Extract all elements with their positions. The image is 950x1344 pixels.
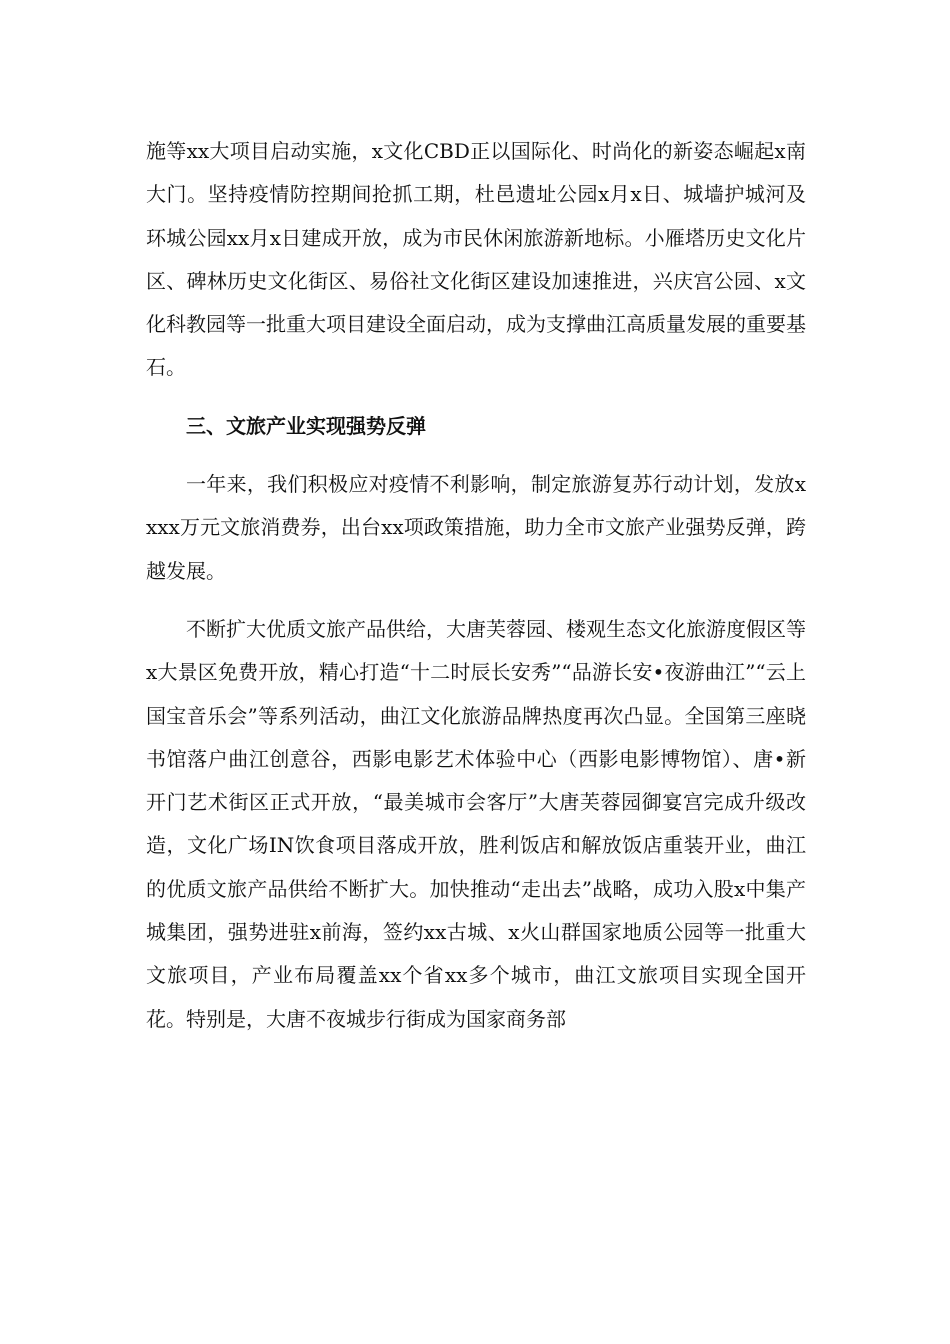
document-body [146,130,806,1041]
paragraph-products: 不断扩大优质文旅产品供给，大唐芙蓉园、楼观生态文化旅游度假区等x大景区免费开放，精心打造“十二时辰长安秀”“品游长安•夜游曲江”“云上国宝音乐会”等系列活动，曲江文化旅游品牌热度再次凸显。全国第三座晓书馆落户曲江创意谷，西影电影艺术体验中心（西影电影博物馆）、唐•新开门艺术街区正式开放，“最美城市会客厅”大唐芙蓉园御宴宫完成升级改造，文化广场IN饮食项目落成开放，胜利饭店和解放饭店重装开业，曲江的优质文旅产品供给不断扩大。加快推动“走出去”战略，成功入股x中集产城集团，强势进驻x前海，签约xx古城、x火山群国家地质公园等一批重大文旅项目，产业布局覆盖xx个省xx多个城市，曲江文旅项目实现全国开花。特别是，大唐不夜城步行街成为国家商务部 [146,616,806,1031]
paragraph-continuation: 施等xx大项目启动实施，x文化CBD正以国际化、时尚化的新姿态崛起x南大门。坚持疫情防控期间抢抓工期，杜邑遗址公园x月x日、城墙护城河及环城公园xx月x日建成开放，成为市民休闲旅游新地标。小雁塔历史文化片区、碑林历史文化街区、易俗社文化街区建设加速推进，兴庆宫公园、x文化科教园等一批重大项目建设全面启动，成为支撑曲江高质量发展的重要基石。 [146,139,806,380]
paragraph-intro: 一年来，我们积极应对疫情不利影响，制定旅游复苏行动计划，发放xxxx万元文旅消费券，出台xx项政策措施，助力全市文旅产业强势反弹，跨越发展。 [146,472,806,583]
section-heading: 三、文旅产业实现强势反弹 [186,413,426,438]
